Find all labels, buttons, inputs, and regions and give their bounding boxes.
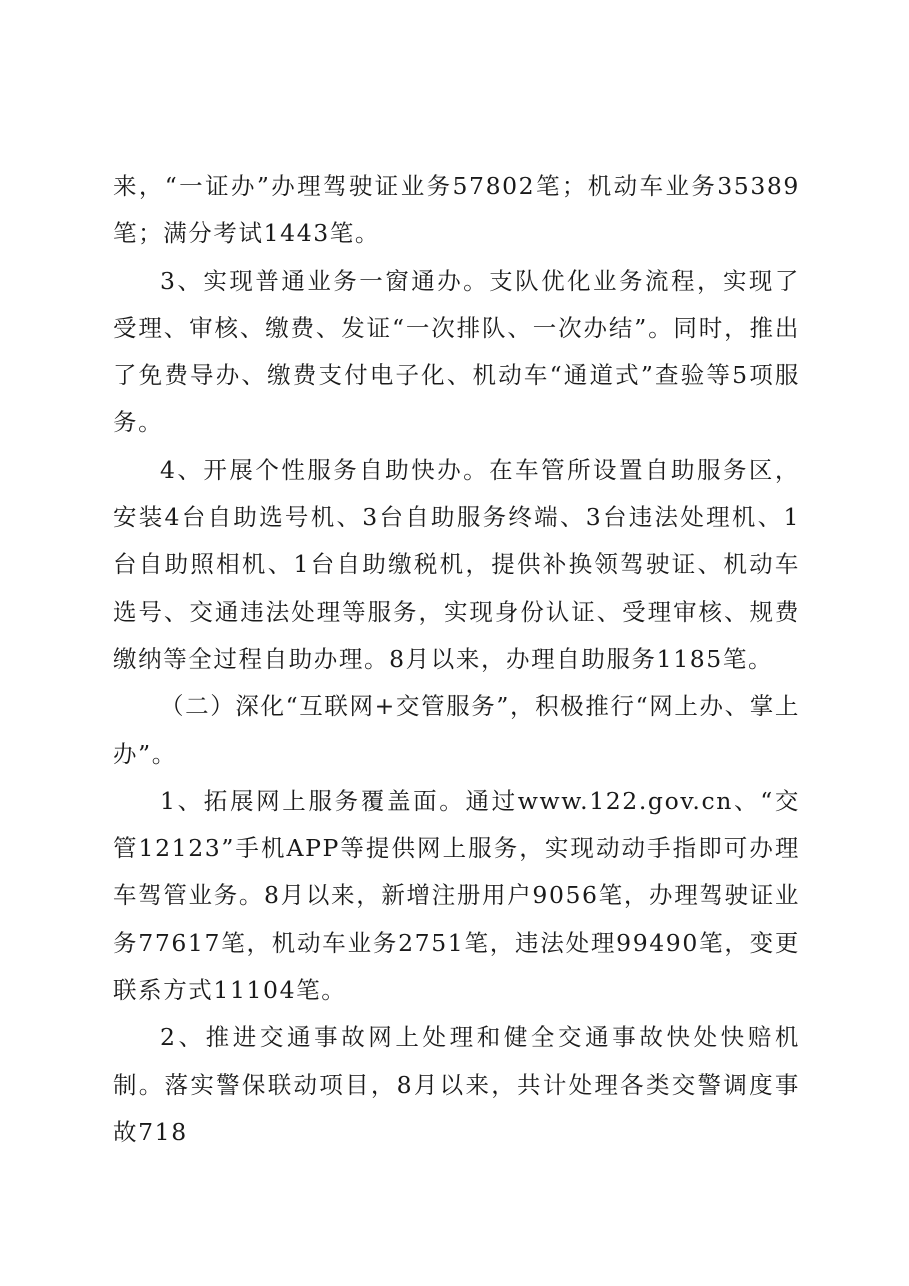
section-heading-internet-service: （二）深化“互联网+交管服务”，积极推行“网上办、掌上办”。 [113,692,800,768]
document-body [113,163,800,1156]
paragraph-item-1-online-service: 1、拓展网上服务覆盖面。通过www.122.gov.cn、“交管12123”手机APP等提供网上服务，实现动动手指即可办理车驾管业务。8月以来，新增注册用户9056笔，办理驾驶证业务77617笔，机动车业务2751笔，违法处理99490笔，变更联系方式11104笔。 [113,786,800,1005]
paragraph-continuation: 来，“一证办”办理驾驶证业务57802笔；机动车业务35389笔；满分考试1443笔。 [113,172,800,248]
paragraph-item-3-window-service: 3、实现普通业务一窗通办。支队优化业务流程，实现了受理、审核、缴费、发证“一次排队、一次办结”。同时，推出了免费导办、缴费支付电子化、机动车“通道式”查验等5项服务。 [113,266,800,437]
paragraph-item-2-accident-handling: 2、推进交通事故网上处理和健全交通事故快处快赔机制。落实警保联动项目，8月以来，共计处理各类交警调度事故718 [113,1023,800,1146]
paragraph-item-4-self-service: 4、开展个性服务自助快办。在车管所设置自助服务区，安装4台自助选号机、3台自助服务终端、3台违法处理机、1台自助照相机、1台自助缴税机，提供补换领驾驶证、机动车选号、交通违法处理等服务，实现身份认证、受理审核、规费缴纳等全过程自助办理。8月以来，办理自助服务1185笔。 [113,455,800,673]
